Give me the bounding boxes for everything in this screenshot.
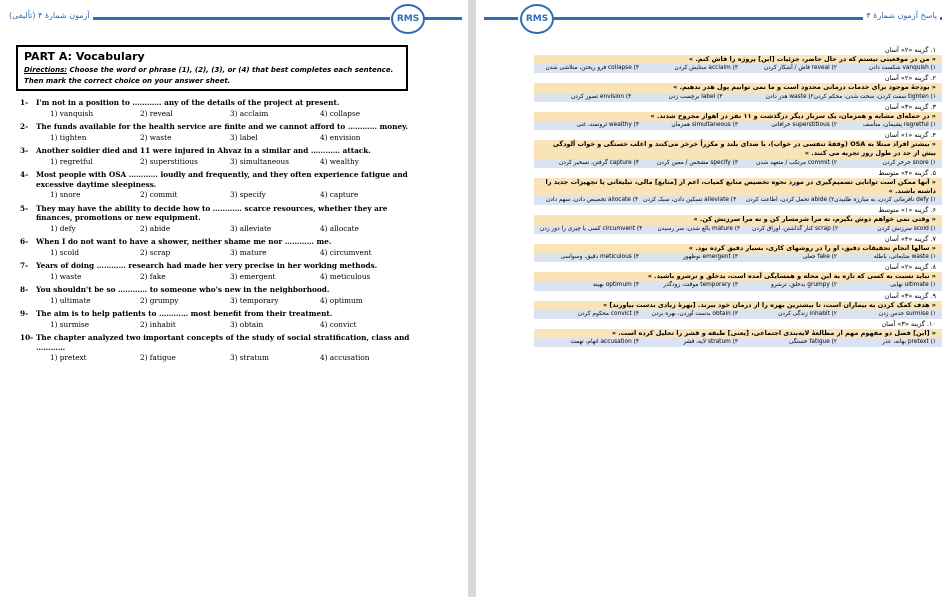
- question-item: [20, 170, 415, 200]
- answer-label: ۶. گزینه «۱» متوسط: [878, 206, 936, 215]
- header-title: آزمون شمارۀ ۴ (تألیفی): [6, 11, 93, 20]
- answer-option[interactable]: 1) snore: [50, 190, 81, 199]
- answer-label: ۱۰. گزینه «۳» آسان: [881, 320, 936, 329]
- question-line: [20, 261, 415, 271]
- directions-label: Directions:: [24, 66, 68, 74]
- answer-gloss: ۱) scold سرزنش کردن: [877, 225, 936, 232]
- answer-gloss: ۲) fatigue خستگی: [788, 339, 837, 346]
- answer-gloss: ۳) label برچسب زدن: [668, 93, 723, 100]
- left-header: [0, 0, 468, 38]
- answer-gloss: ۳) mature بالغ شدن، سر رسیدن: [657, 225, 741, 232]
- header-title: پاسخ آزمون شمارۀ ۴: [863, 11, 940, 20]
- question-options: [20, 190, 415, 200]
- answer-gloss: ۲) abide تحمل کردن، اطاعت کردن: [745, 197, 835, 204]
- question-item: [20, 309, 415, 329]
- answer-option[interactable]: 1) pretext: [50, 353, 87, 362]
- answer-gloss: ۴) collapse فرو ریختن، متلاشی شدن: [545, 65, 639, 72]
- answer-label: ۵. گزینه «۴» متوسط: [878, 168, 936, 177]
- answer-option[interactable]: 4) collapse: [320, 108, 361, 118]
- answer-option[interactable]: 4) envision: [320, 132, 361, 142]
- answer-gloss: ۲) superstitious خرافاتی: [771, 122, 837, 129]
- answer-gloss: ۲) reveal فاش / آشکار کردن: [763, 65, 837, 72]
- rms-logo: RMS: [520, 4, 554, 34]
- directions: [24, 65, 400, 87]
- answer-sentence: « آنها ممکن است توانایی تصمیم‌گیری در مورد نحوه تخصیص منابع کمیاب، اعم از [منابع] مالی، تبلیغاتی یا تجهیزات جدید را داشته باشند. »: [534, 178, 942, 196]
- answer-options: [534, 64, 942, 73]
- answer-option[interactable]: 4) wealthy: [320, 156, 359, 166]
- question-number: 1-: [20, 98, 29, 107]
- answer-block: [534, 74, 942, 101]
- answer-gloss: ۴) envision تصور کردن: [570, 93, 632, 100]
- question-item: [20, 333, 415, 363]
- question-options: [20, 157, 415, 167]
- answer-block: [534, 131, 942, 168]
- answer-option[interactable]: 4) circumvent: [320, 247, 372, 257]
- answer-label: ۷. گزینه «۴» آسان: [884, 234, 936, 243]
- answer-gloss: ۴) capture گرفتن، تسخیر کردن: [559, 159, 639, 166]
- question-item: [20, 122, 415, 142]
- answer-block: [534, 235, 942, 262]
- answer-option[interactable]: 4) optimum: [320, 295, 363, 305]
- answer-gloss: ۳) emergent نوظهور: [682, 254, 738, 261]
- question-options: [20, 224, 415, 234]
- answer-label: ۴. گزینه «۱» آسان: [884, 131, 936, 140]
- answer-option[interactable]: 4) meticulous: [320, 271, 371, 281]
- left-page: [0, 0, 468, 597]
- answer-sentence: « وقتی نمی خواهم دوش بگیرم، نه مرا شرمسار کن و نه مرا سرزنش کن. »: [534, 215, 942, 224]
- answer-gloss: ۴) meticulous دقیق، وسواسی: [560, 254, 639, 261]
- answer-option[interactable]: 2) commit: [140, 190, 178, 199]
- answer-option[interactable]: 3) specify: [230, 190, 266, 199]
- question-number: 6-: [20, 237, 29, 246]
- answer-block: [534, 206, 942, 233]
- answer-option[interactable]: 1) ultimate: [50, 295, 91, 305]
- answer-option[interactable]: 1) defy: [50, 223, 76, 233]
- answer-gloss: ۱) waste ضایعاتی، باطله: [873, 254, 936, 261]
- answer-gloss: ۲) waste هدر دادن: [765, 93, 814, 100]
- answer-gloss: ۳) specify مشخص / معین کردن: [657, 159, 738, 166]
- answer-option[interactable]: 4) capture: [320, 190, 359, 199]
- answer-option[interactable]: 3) label: [230, 132, 258, 142]
- answer-gloss: ۴) optimum بهینه: [592, 282, 639, 289]
- question-number: 3-: [20, 146, 29, 155]
- answer-block: [534, 169, 942, 206]
- answer-gloss: ۴) allocate تخصیص دادن، سهم دادن: [546, 197, 639, 204]
- answer-gloss: ۳) alleviate تسکین دادن، سبک کردن: [643, 197, 737, 204]
- question-item: [20, 285, 415, 305]
- question-options: [20, 133, 415, 143]
- answer-options: [534, 310, 942, 319]
- answer-option[interactable]: 3) simultaneous: [230, 156, 289, 166]
- answer-gloss: ۳) obtain بدست آوردن، بهره بردن: [651, 310, 738, 317]
- answer-block: [534, 320, 942, 347]
- rms-logo: RMS: [391, 4, 425, 34]
- question-number: 5-: [20, 203, 29, 213]
- answer-sentence: « نباید نسبت به کسی که تازه به این محله و همسایگی آمده است، بدخلق و ترشرو باشید. »: [534, 272, 942, 281]
- answer-gloss: ۱) tighten سفت کردن، سخت شدن، محکم کردن: [813, 93, 936, 100]
- answer-gloss: ۴) circumvent کسی یا چیزی را دور زدن: [539, 225, 643, 232]
- answer-label: ۹. گزینه «۳» آسان: [884, 291, 936, 300]
- answer-option[interactable]: 1) regretful: [50, 156, 93, 166]
- answer-options: [534, 338, 942, 347]
- answer-label: ۱. گزینه «۲» آسان: [884, 46, 936, 54]
- answer-gloss: ۱) snore خرخر کردن: [882, 159, 936, 166]
- answer-gloss: ۱) surmise حدس زدن: [878, 310, 936, 317]
- question-options: [20, 248, 415, 258]
- answer-gloss: ۱) ultimate نهایی: [890, 282, 936, 289]
- answer-option[interactable]: 3) stratum: [230, 353, 269, 362]
- answer-options: [534, 93, 942, 102]
- question-options: [20, 272, 415, 282]
- question-number: 9-: [20, 309, 29, 318]
- question-item: [20, 261, 415, 281]
- question-options: [20, 296, 415, 306]
- question-text: Years of doing ………… research had made her very precise in her working methods.: [36, 261, 378, 270]
- question-options: [20, 320, 415, 330]
- answer-label: ۲. گزینه «۲» آسان: [884, 74, 936, 83]
- answer-option[interactable]: 3) obtain: [230, 319, 264, 329]
- answer-gloss: ۲) commit مرتکب / متعهد شدن: [756, 159, 837, 166]
- question-number: 10-: [20, 333, 34, 342]
- answer-gloss: ۳) simultaneous همزمان: [671, 122, 738, 129]
- answer-sentence: « بیشتر افراد مبتلا به OSA (وقفۀ تنفسی در خواب)، با صدای بلند و مکرراً خرخر می‌کنند و اغلب خستگی و خواب آلودگی بیش از حد در طول روز تجربه می کنند. »: [534, 140, 942, 158]
- answer-option[interactable]: 3) acclaim: [230, 108, 269, 118]
- answer-option[interactable]: 4) convict: [320, 319, 357, 329]
- question-options: [20, 109, 415, 119]
- answer-label: ۳. گزینه «۳» آسان: [884, 102, 936, 111]
- part-a-box: [16, 45, 408, 91]
- answer-gloss: ۱) regretful پشیمان، متأسف: [862, 122, 936, 129]
- answer-gloss: ۳) temporary موقت، زودگذر: [663, 282, 738, 289]
- part-title: PART A: Vocabulary: [24, 50, 145, 63]
- answer-gloss: ۱) defy نافرمانی کردن، به مبارزه طلبیدن: [834, 197, 936, 204]
- answer-gloss: ۳) acclaim ستایش کردن: [674, 65, 738, 72]
- answer-gloss: ۱) pretext بهانه، عذر: [882, 339, 936, 346]
- answer-option[interactable]: 3) emergent: [230, 271, 276, 281]
- answer-block: [534, 292, 942, 319]
- question-line: [20, 333, 415, 352]
- answer-sentence: « [این] فصل دو مفهوم مهم از مطالعۀ لایه‌بندی اجتماعی، [یعنی] طبقه و قشر را تحلیل کرده است. »: [534, 329, 942, 338]
- answer-options: [534, 225, 942, 234]
- question-line: [20, 122, 415, 132]
- question-item: [20, 237, 415, 257]
- question-number: 4-: [20, 170, 29, 179]
- answer-sentence: « من در موقعیتی نیستم که در حال حاضر، جزئیات [این] پروژه را فاش کنم. »: [534, 55, 942, 64]
- question-text: I'm not in a position to ………… any of the details of the project at present.: [36, 98, 340, 107]
- answer-gloss: ۲) inhabit زندگی کردن: [778, 310, 837, 317]
- answer-options: [534, 121, 942, 130]
- answer-option[interactable]: 1) surmise: [50, 319, 90, 329]
- answer-option[interactable]: 4) allocate: [320, 223, 359, 233]
- question-number: 2-: [20, 122, 29, 131]
- answer-gloss: ۴) convict محکوم کردن: [577, 310, 639, 317]
- question-text: Another soldier died and 11 were injured in Ahvaz in a similar and ………… attack.: [36, 146, 371, 155]
- answer-gloss: ۳) stratum لایه، قشر: [683, 339, 738, 346]
- question-number: 8-: [20, 285, 29, 294]
- header-rule: [484, 17, 518, 20]
- answer-option[interactable]: 3) temporary: [230, 295, 279, 305]
- question-line: [20, 146, 415, 156]
- question-text: You shouldn't be so ………… to someone who's new in the neighborhood.: [36, 285, 330, 294]
- question-text: The aim is to help patients to ………… most benefit from their treatment.: [36, 309, 333, 318]
- answer-option[interactable]: 2) inhabit: [140, 319, 176, 329]
- header-rule: [424, 17, 462, 20]
- answer-sentence: « بودجۀ موجود برای خدمات درمانی محدود است و ما نمی توانیم پول هدر بدهیم. »: [534, 83, 942, 92]
- directions-text: Choose the word or phrase (1), (2), (3), or (4) that best completes each sentence. Then mark the correct choice on your answer sheet.: [24, 66, 394, 85]
- question-item: [20, 204, 415, 234]
- answer-option[interactable]: 3) mature: [230, 247, 267, 257]
- answer-option[interactable]: 2) superstitious: [140, 156, 198, 166]
- answer-option[interactable]: 1) tighten: [50, 132, 87, 142]
- answer-option[interactable]: 2) grumpy: [140, 295, 179, 305]
- answer-option[interactable]: 2) reveal: [140, 108, 173, 118]
- answer-gloss: ۴) accusation اتهام، تهمت: [570, 339, 639, 346]
- question-item: [20, 146, 415, 166]
- question-line: [20, 170, 415, 189]
- answer-gloss: ۲) grumpy بدخلق، ترشرو: [771, 282, 837, 289]
- answer-gloss: ۲) fake جعلی: [802, 254, 837, 261]
- answer-block: [534, 263, 942, 290]
- question-line: [20, 309, 415, 319]
- answer-option[interactable]: 1) vanquish: [50, 108, 94, 118]
- answer-options: [534, 281, 942, 290]
- answer-sentence: « در حمله‌ای مشابه و همزمان، یک سرباز دیگر درگذشت و ۱۱ نفر در اهواز مجروح شدند. »: [534, 112, 942, 121]
- question-list: [20, 98, 415, 367]
- right-header: [476, 0, 950, 38]
- answer-gloss: ۴) wealthy ثروتمند، غنی: [576, 122, 639, 129]
- answer-options: [534, 159, 942, 168]
- question-text: The funds available for the health service are finite and we cannot afford to ………… money.: [36, 122, 409, 131]
- answer-option[interactable]: 4) accusation: [320, 353, 370, 362]
- answer-option[interactable]: 2) scrap: [140, 247, 171, 257]
- answer-option[interactable]: 2) fatigue: [140, 353, 176, 362]
- answer-option[interactable]: 2) waste: [140, 132, 172, 142]
- answer-gloss: ۱) vanquish شکست دادن: [868, 65, 936, 72]
- answer-option[interactable]: 2) fake: [140, 271, 166, 281]
- right-page: [476, 0, 950, 597]
- question-text: They may have the ability to decide how to ………… scarce resources, whether they are finances, promotions or new equipment.: [36, 203, 388, 222]
- answer-block: [534, 46, 942, 73]
- answer-gloss: ۲) scrap کنار گذاشتن، اوراق کردن: [752, 225, 839, 232]
- answer-options: [534, 196, 942, 205]
- question-options: [20, 353, 415, 363]
- question-text: When I do not want to have a shower, neither shame me nor ………… me.: [36, 237, 332, 246]
- question-item: [20, 98, 415, 118]
- answer-option[interactable]: 1) scold: [50, 247, 80, 257]
- answer-sentence: « سالها انجام تحقیقات دقیق، او را در روشهای کاری، بسیار دقیق کرده بود. »: [534, 244, 942, 253]
- answer-label: ۸. گزینه «۲» آسان: [884, 263, 936, 272]
- answer-block: [534, 103, 942, 130]
- answer-option[interactable]: 2) abide: [140, 223, 171, 233]
- answer-option[interactable]: 3) alleviate: [230, 223, 272, 233]
- question-text: Most people with OSA ………… loudly and frequently, and they often experience fatigue and excessive daytime sleepiness.: [36, 170, 408, 189]
- question-number: 7-: [20, 261, 29, 270]
- answer-option[interactable]: 1) waste: [50, 271, 82, 281]
- answer-sentence: « هدف کمک کردن به بیماران است، تا بیشترین بهره را از درمان خود ببرند. [بهرۀ زیادی بدست بیاورند] »: [534, 301, 942, 310]
- answer-options: [534, 253, 942, 262]
- question-line: [20, 204, 415, 223]
- question-line: [20, 285, 415, 295]
- question-line: [20, 237, 415, 247]
- question-text: The chapter analyzed two important concepts of the study of social stratification, class and …………: [36, 333, 410, 352]
- answer-list: [534, 46, 942, 348]
- question-line: [20, 98, 415, 108]
